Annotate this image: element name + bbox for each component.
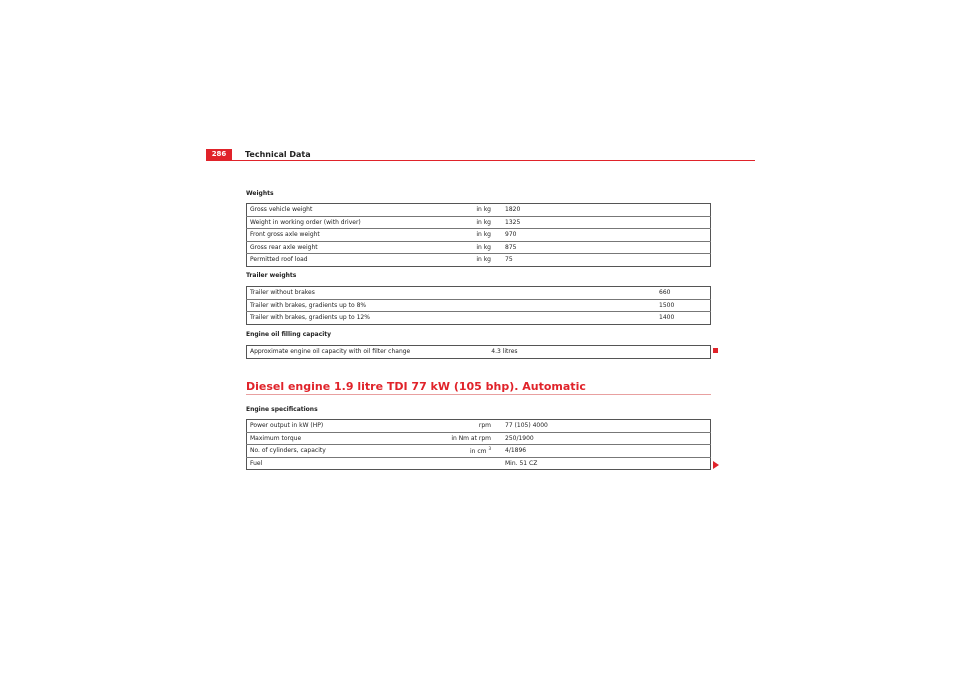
table-row	[247, 346, 711, 359]
unit-text: in cm	[470, 448, 487, 456]
row-label: Trailer without brakes	[247, 287, 404, 300]
trailer-title: Trailer weights	[246, 272, 297, 279]
row-unit: in kg	[403, 229, 495, 242]
row-value: Min. 51 CZ	[505, 459, 538, 467]
trailer-table	[246, 286, 711, 325]
row-unit: in kg	[403, 216, 495, 229]
row-value: 1500	[403, 299, 711, 312]
table-row	[247, 457, 711, 470]
row-label: Fuel	[250, 459, 263, 467]
table-row	[247, 312, 711, 325]
table-row	[247, 445, 711, 458]
row-value: 75	[505, 256, 513, 264]
row-unit: in kg	[403, 204, 495, 217]
unit-superscript: 3	[488, 446, 491, 452]
row-label: Permitted roof load	[250, 256, 308, 264]
table-row	[247, 432, 711, 445]
engine-heading: Diesel engine 1.9 litre TDI 77 kW (105 bhp). Automatic	[246, 380, 586, 393]
row-value: 1820	[495, 204, 711, 217]
table-row	[247, 241, 711, 254]
row-value: 1325	[495, 216, 711, 229]
row-label: Gross vehicle weight	[247, 204, 404, 217]
table-row	[247, 420, 711, 433]
row-unit: in Nm at rpm	[403, 432, 495, 445]
engine-title: Engine specifications	[246, 406, 318, 413]
table-row	[247, 299, 711, 312]
row-label: Front gross axle weight	[247, 229, 404, 242]
continue-arrow-icon	[713, 461, 719, 469]
table-row	[247, 254, 711, 267]
row-value: 1400	[659, 314, 675, 322]
table-row	[247, 287, 711, 300]
row-value: 970	[495, 229, 711, 242]
row-label: Maximum torque	[247, 432, 404, 445]
page-title: Technical Data	[245, 150, 311, 159]
row-value: 875	[495, 241, 711, 254]
table-row	[247, 204, 711, 217]
weights-title: Weights	[246, 190, 274, 197]
engine-table	[246, 419, 711, 470]
heading-rule	[246, 394, 711, 395]
table-row	[247, 216, 711, 229]
oil-title: Engine oil filling capacity	[246, 331, 332, 338]
row-label: Trailer with brakes, gradients up to 8%	[247, 299, 404, 312]
page-number: 286	[206, 149, 232, 160]
row-value: 77 (105) 4000	[495, 420, 711, 433]
section-end-icon	[713, 348, 718, 353]
row-unit	[403, 445, 495, 458]
row-unit: in kg	[403, 241, 495, 254]
row-label: No. of cylinders, capacity	[247, 445, 404, 458]
row-label: Gross rear axle weight	[247, 241, 404, 254]
row-unit: in kg	[476, 256, 491, 264]
row-unit	[403, 457, 495, 470]
row-label: Weight in working order (with driver)	[247, 216, 404, 229]
header-rule	[206, 160, 755, 161]
table-row	[247, 229, 711, 242]
row-value: 250/1900	[495, 432, 711, 445]
row-value: 660	[403, 287, 711, 300]
oil-table	[246, 345, 711, 359]
row-label: Power output in kW (HP)	[247, 420, 404, 433]
row-value: 4.3 litres	[491, 348, 518, 356]
row-label: Approximate engine oil capacity with oil filter change	[250, 348, 411, 356]
row-label: Trailer with brakes, gradients up to 12%	[250, 314, 370, 322]
weights-table	[246, 203, 711, 267]
row-unit: rpm	[403, 420, 495, 433]
row-value: 4/1896	[495, 445, 711, 458]
